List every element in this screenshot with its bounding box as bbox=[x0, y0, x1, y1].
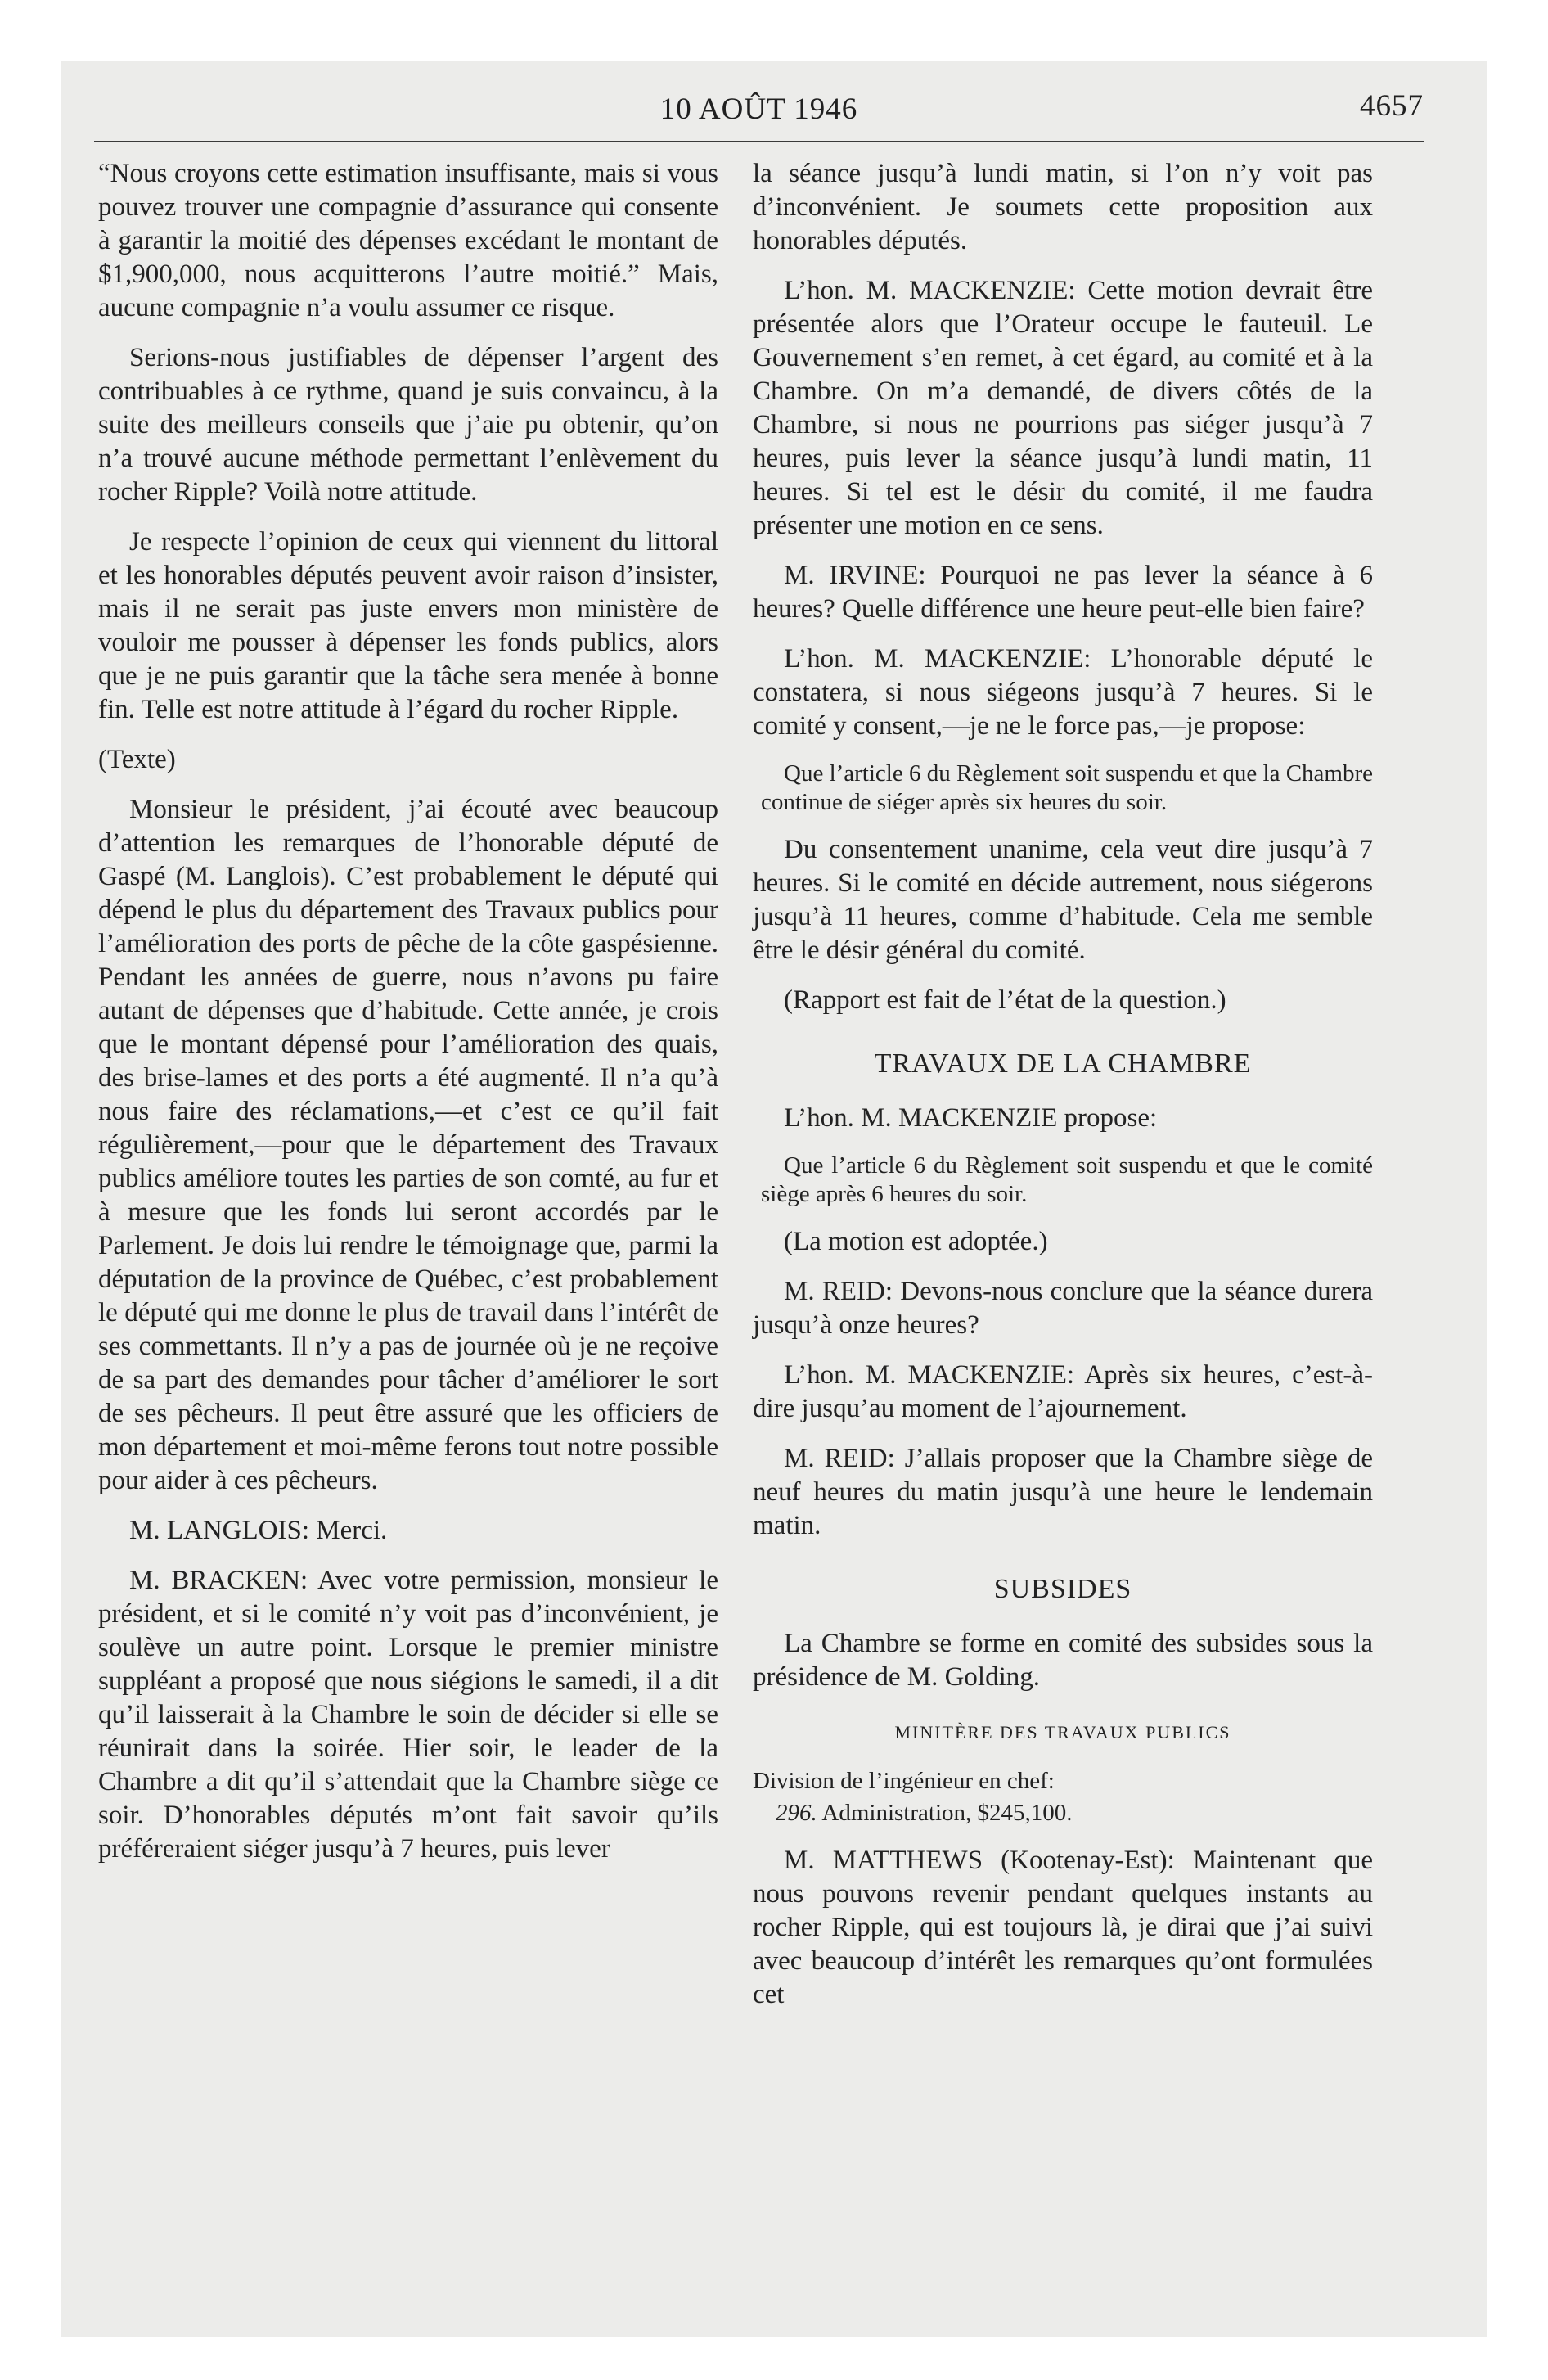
paragraph: L’hon. M. MACKENZIE: L’honorable député le constatera, si nous siégeons jusqu’à 7 heures. Si le comité y consent,—je ne le force pas,—je propose: bbox=[753, 644, 1373, 741]
paragraph: Serions-nous justifiables de dépenser l’argent des contribuables à ce rythme, quand je suis convaincu, à la suite des meilleurs conseils que j’aie pu obtenir, qu’on n’a trouvé aucune méthode permettant l’enlèvement du rocher Ripple? Voilà notre attitude. bbox=[98, 343, 718, 507]
paragraph: M. MATTHEWS (Kootenay-Est): Maintenant que nous pouvons revenir pendant quelques instants au rocher Ripple, qui est toujours là, je dirai que j’ai suivi avec beaucoup d’intérêt les remarques qu’ont formulées cet bbox=[753, 1846, 1373, 2009]
paragraph: (Rapport est fait de l’état de la question.) bbox=[784, 985, 1226, 1015]
paragraph: M. LANGLOIS: Merci. bbox=[129, 1516, 388, 1545]
paragraph: L’hon. M. MACKENZIE: Après six heures, c’est-à-dire jusqu’au moment de l’ajournement. bbox=[753, 1360, 1373, 1423]
left-column bbox=[98, 157, 718, 1882]
paragraph: La Chambre se forme en comité des subsides sous la présidence de M. Golding. bbox=[753, 1629, 1373, 1692]
motion-quote: Que l’article 6 du Règlement soit suspendu et que la Chambre continue de siéger après six heures du soir. bbox=[761, 760, 1373, 815]
paragraph: M. BRACKEN: Avec votre permission, monsieur le président, et si le comité n’y voit pas d’inconvénient, je soulève un autre point. Lorsque le premier ministre suppléant a proposé que nous siégions le samedi, il a dit qu’il laisserait à la Chambre le soin de décider si elle se réunirait dans la soirée. Hier soir, le leader de la Chambre a dit qu’il s’attendait que la Chambre siège ce soir. D’honorables députés m’ont fait savoir qu’ils préféreraient siéger jusqu’à 7 heures, puis lever bbox=[98, 1566, 718, 1864]
ministry-subheading: MINITÈRE DES TRAVAUX PUBLICS bbox=[894, 1722, 1231, 1742]
paragraph: M. REID: Devons-nous conclure que la séance durera jusqu’à onze heures? bbox=[753, 1277, 1373, 1340]
paragraph: Du consentement unanime, cela veut dire jusqu’à 7 heures. Si le comité en décide autrement, nous siégerons jusqu’à 11 heures, comme d’habitude. Cela me semble être le désir général du comité. bbox=[753, 835, 1373, 965]
paragraph: L’hon. M. MACKENZIE: Cette motion devrait être présentée alors que l’Orateur occupe le fauteuil. Le Gouvernement s’en remet, à cet égard, au comité et à la Chambre. On m’a demandé, de divers côtés de la Chambre, si nous ne pourrions pas siéger jusqu’à 7 heures, puis lever la séance jusqu’à lundi matin, 11 heures. Si tel est le désir du comité, il me faudra présenter une motion en ce sens. bbox=[753, 276, 1373, 540]
page-header bbox=[94, 89, 1424, 141]
budget-item bbox=[753, 1799, 1373, 1828]
paragraph: M. IRVINE: Pourquoi ne pas lever la séance à 6 heures? Quelle différence une heure peut-elle bien faire? bbox=[753, 561, 1373, 624]
paragraph: Monsieur le président, j’ai écouté avec beaucoup d’attention les remarques de l’honorable député de Gaspé (M. Langlois). C’est probablement le député qui dépend le plus du département des Travaux publics pour l’amélioration des ports de pêche de la côte gaspésienne. Pendant les années de guerre, nous n’avons pu faire autant de dépenses que d’habitude. Cette année, je crois que le montant dépensé pour l’amélioration des quais, des brise-lames et des ports a été augmenté. Il n’a qu’à nous faire des réclamations,—et c’est ce qu’il fait régulièrement,—pour que le département des Travaux publics améliore toutes les parties de son comté, au fur et à mesure que les fonds lui seront accordés par le Parlement. Je dois lui rendre le témoignage que, parmi la députation de la province de Québec, c’est probablement le député qui me donne le plus de travail dans l’intérêt de ses commettants. Il n’y a pas de journée où je ne reçoive de sa part des demandes pour tâcher d’améliorer le sort de ses pêcheurs. Il peut être assuré que les officiers de mon département et moi-même ferons tout notre possible pour aider à ces pêcheurs. bbox=[98, 795, 718, 1495]
item-number: 296. bbox=[776, 1800, 817, 1826]
header-rule bbox=[94, 141, 1424, 142]
motion-quote: Que l’article 6 du Règlement soit suspendu et que le comité siège après 6 heures du soir. bbox=[761, 1152, 1373, 1207]
paragraph: L’hon. M. MACKENZIE propose: bbox=[784, 1103, 1158, 1133]
right-column bbox=[753, 157, 1373, 2028]
header-date: 10 AOÛT 1946 bbox=[659, 92, 858, 126]
page-number: 4657 bbox=[1360, 89, 1424, 123]
section-heading: TRAVAUX DE LA CHAMBRE bbox=[874, 1048, 1252, 1079]
item-text: Administration, $245,100. bbox=[817, 1800, 1073, 1826]
paragraph: “Nous croyons cette estimation insuffisante, mais si vous pouvez trouver une compagnie d’assurance qui consente à garantir la moitié des dépenses excédant le montant de $1,900,000, nous acquitterons l’autre moitié.” Mais, aucune compagnie n’a voulu assumer ce risque. bbox=[98, 159, 718, 322]
paragraph: Je respecte l’opinion de ceux qui viennent du littoral et les honorables députés peuvent avoir raison d’insister, mais il ne serait pas juste envers mon ministère de vouloir me pousser à dépenser les fonds publics, alors que je ne puis garantir que la tâche sera menée à bonne fin. Telle est notre attitude à l’égard du rocher Ripple. bbox=[98, 527, 718, 724]
section-heading: SUBSIDES bbox=[993, 1574, 1132, 1604]
paragraph: (La motion est adoptée.) bbox=[784, 1227, 1048, 1256]
text-marker: (Texte) bbox=[98, 745, 176, 774]
paragraph: la séance jusqu’à lundi matin, si l’on n’y voit pas d’inconvénient. Je soumets cette proposition aux honorables députés. bbox=[753, 159, 1373, 255]
division-label: Division de l’ingénieur en chef: bbox=[753, 1768, 1055, 1794]
paragraph: M. REID: J’allais proposer que la Chambre siège de neuf heures du matin jusqu’à une heure le lendemain matin. bbox=[753, 1444, 1373, 1540]
